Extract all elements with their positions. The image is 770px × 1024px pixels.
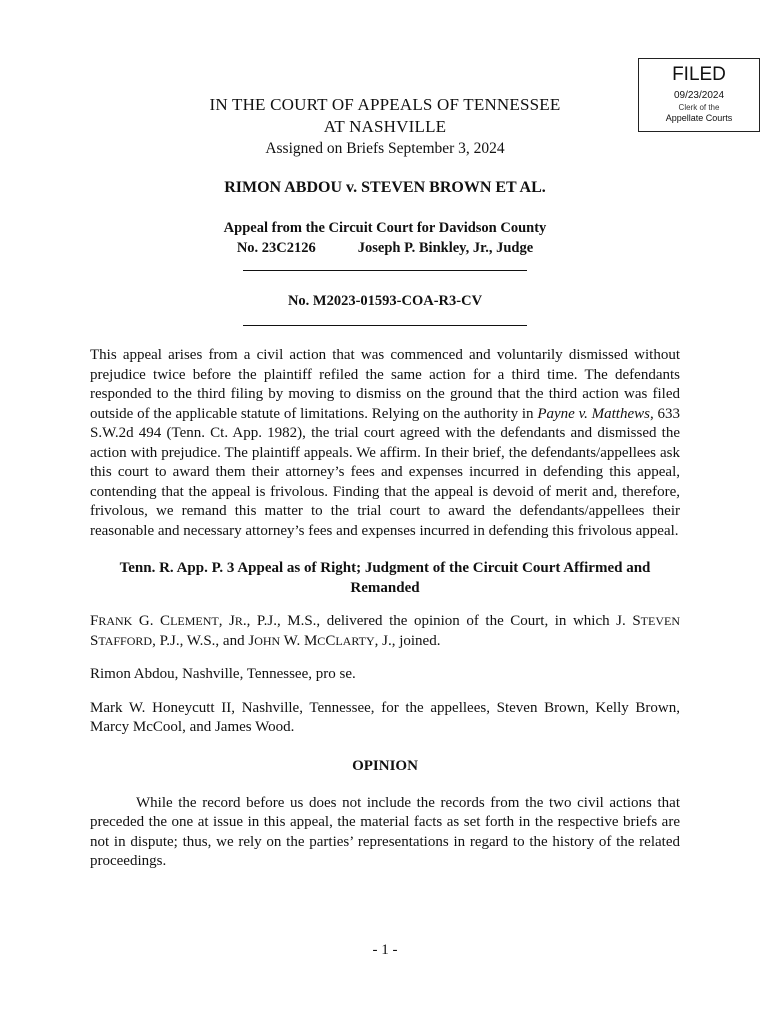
holding: Tenn. R. App. P. 3 Appeal as of Right; Judgment of the Circuit Court Affirmed and Remanded <box>119 560 651 596</box>
case-summary: This appeal arises from a civil action that was commenced and voluntarily dismissed without prejudice twice before the plaintiff refiled the same action for a third time. The defendants responded to the third filing by moving to dismiss on the ground that the third action was filed outside of the applicable statute of limitations. Relying on the authority in Payne v. Matthews, 633 S.W.2d 494 (Tenn. Ct. App. 1982), the trial court agreed with the defendants and dismissed the action with prejudice. The plaintiff appeals. We affirm. In their brief, the defendants/appellees ask this court to award them their attorney’s fees and expenses incurred in defending this appeal, contending that the appeal is frivolous. Finding that the appeal is devoid of merit and, therefore, frivolous, we remand this matter to the trial court to award the defendants/appellees their reasonable and necessary attorney’s fees and expenses incurred in defending this frivolous appeal. <box>90 347 680 539</box>
document-page <box>90 94 680 872</box>
court-name: IN THE COURT OF APPEALS OF TENNESSEE <box>209 95 561 114</box>
appellees-counsel: Mark W. Honeycutt II, Nashville, Tennessee, for the appellees, Steven Brown, Kelly Brown, Marcy McCool, and James Wood. <box>90 699 680 735</box>
assigned-date: Assigned on Briefs September 3, 2024 <box>265 140 505 157</box>
trial-info <box>90 238 680 258</box>
stamp-date: 09/23/2024 <box>673 90 725 101</box>
opinion-heading: OPINION <box>352 757 418 774</box>
stamp-title: FILED <box>672 64 726 85</box>
stamp-clerk-line: Clerk of the <box>678 103 720 112</box>
appeal-from: Appeal from the Circuit Court for Davidson County <box>223 220 547 236</box>
opinion-paragraph: While the record before us does not include the records from the two civil actions that preceded the one at issue in this appeal, the material facts as set forth in the respective briefs are not in dispute; thus, we rely on the parties’ representations in regard to the history of the related proceedings. <box>90 794 680 869</box>
court-location: AT NASHVILLE <box>323 117 447 136</box>
appellant-counsel: Rimon Abdou, Nashville, Tennessee, pro se. <box>90 666 356 682</box>
divider-top <box>243 270 527 271</box>
divider-bottom <box>243 325 527 326</box>
case-citation-name: Payne v. Matthews <box>537 405 650 422</box>
trial-number: No. 23C2126 <box>236 240 316 256</box>
page-number: - 1 - <box>372 942 398 958</box>
panel-line: FRANK G. CLEMENT, JR., P.J., M.S., delivered the opinion of the Court, in which J. STEVEN STAFFORD, P.J., W.S., and JOHN W. MCCLARTY, J., joined. <box>90 613 680 649</box>
trial-judge: Joseph P. Binkley, Jr., Judge <box>357 240 534 256</box>
docket-number: No. M2023-01593-COA-R3-CV <box>287 293 483 309</box>
stamp-courts-line: Appellate Courts <box>665 113 733 123</box>
case-caption: RIMON ABDOU v. STEVEN BROWN ET AL. <box>224 179 546 196</box>
